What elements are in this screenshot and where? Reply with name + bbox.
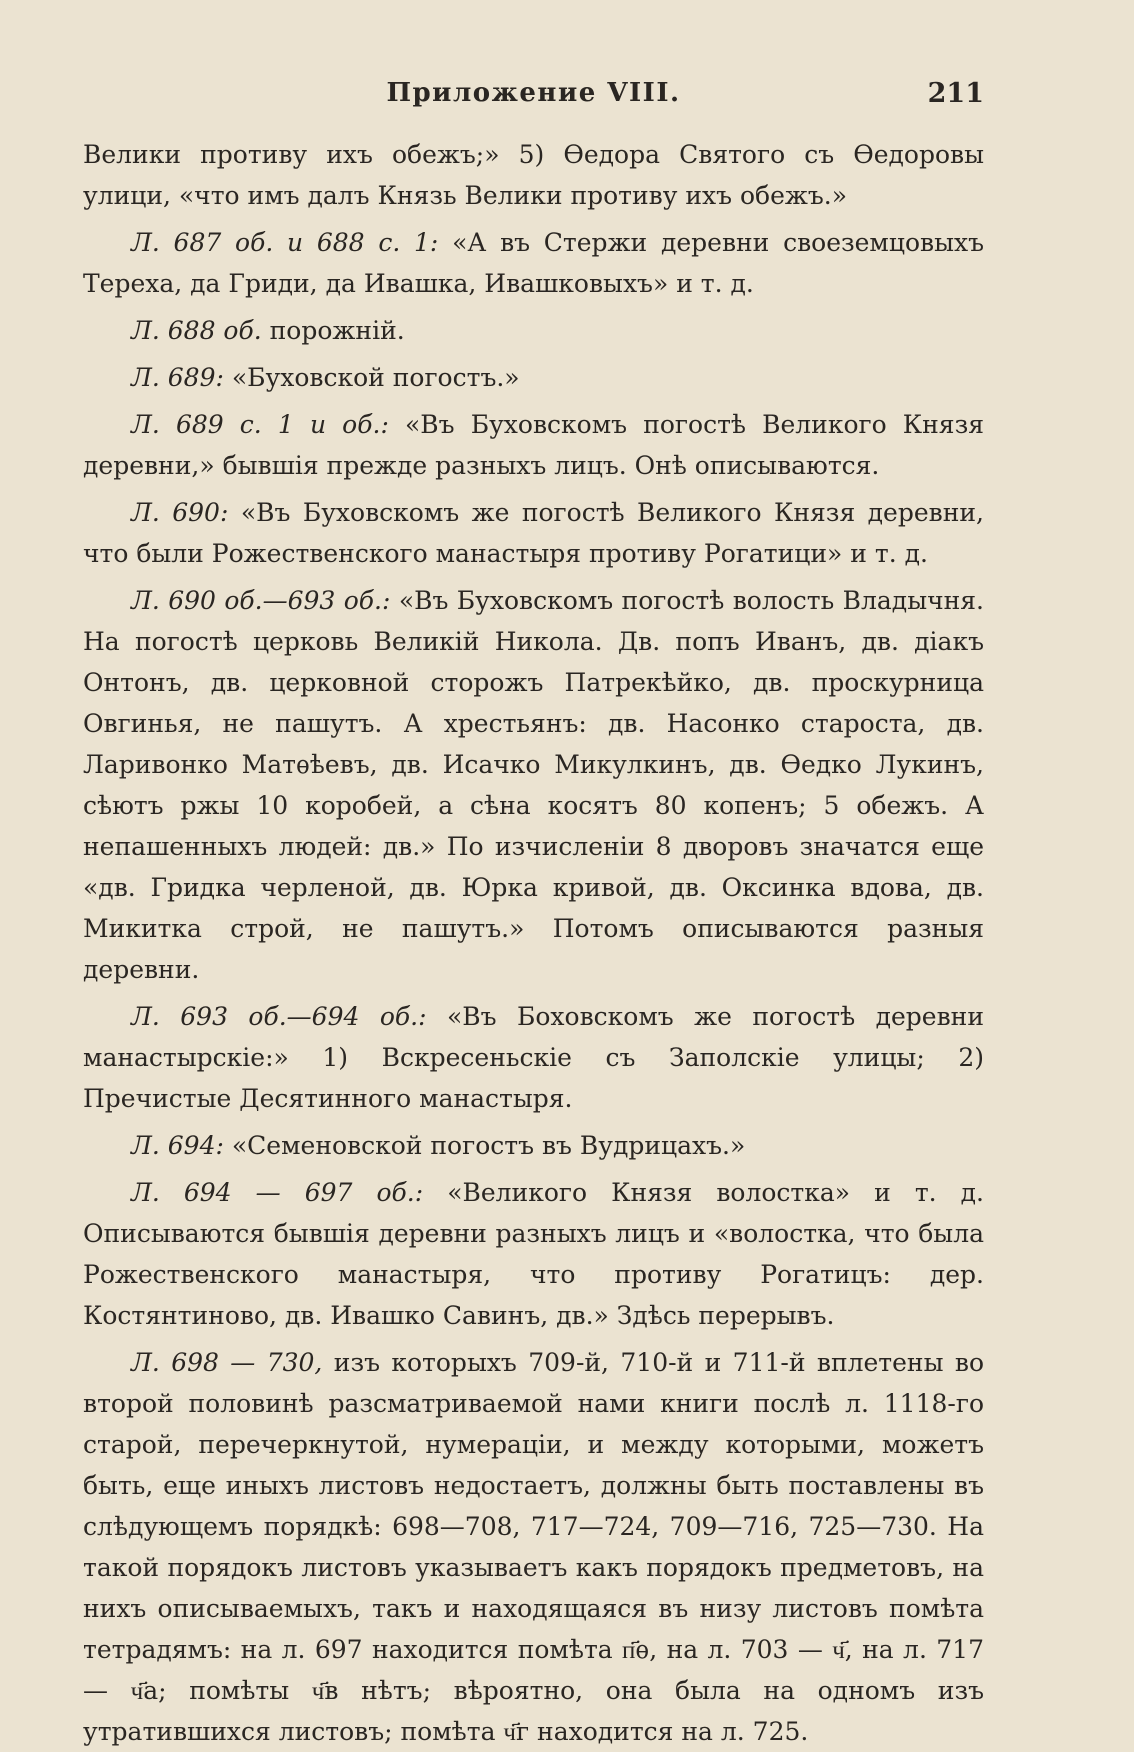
paragraph-0 bbox=[83, 134, 984, 216]
folio-reference: Л. 693 об.—694 об.: bbox=[131, 1002, 427, 1031]
paragraph-3 bbox=[83, 357, 984, 398]
folio-reference: Л. 688 об. bbox=[131, 316, 262, 345]
folio-reference: Л. 690 об.—693 об.: bbox=[131, 586, 391, 615]
folio-reference: Л. 694: bbox=[131, 1131, 224, 1160]
paragraph-8 bbox=[83, 1125, 984, 1166]
folio-reference: Л. 689 с. 1 и об.: bbox=[131, 410, 389, 439]
paragraph-text: «Въ Буховскомъ же погостѣ Великого Князя деревни, что были Рожественского манастыря противу Рогатици» и т. д. bbox=[83, 498, 984, 568]
paragraph-text: «А въ Стержи деревни своеземцовыхъ Тереха, да Гриди, да Ивашка, Ивашковыхъ» и т. д. bbox=[83, 228, 984, 298]
paragraph-text: Велики противу ихъ обежъ;» 5) Ѳедора Святого съ Ѳедоровы улици, «что имъ далъ Князь Велики противу ихъ обежъ.» bbox=[83, 140, 984, 210]
paragraph-2 bbox=[83, 310, 984, 351]
paragraph-text: изъ которыхъ 709-й, 710-й и 711-й вплетены во второй половинѣ разсматриваемой нами книги послѣ л. 1118-го старой, перечеркнутой, нумераціи, и между которыми, можетъ быть, еще иныхъ листовъ недостаетъ, должны быть поставлены въ слѣдующемъ порядкѣ: 698—708, 717—724, 709—716, 725—730. На такой порядокъ листовъ указываетъ какъ порядокъ предметовъ, на нихъ описываемыхъ, такъ и находящаяся въ низу листовъ помѣта тетрадямъ: на л. 697 находится помѣта п҃ѳ, на л. 703 — ч҃, на л. 717 — ч҃а; помѣты ч҃в нѣтъ; вѣроятно, она была на одномъ изъ утратившихся листовъ; помѣта ч҃г находится на л. 725. bbox=[83, 1348, 985, 1746]
paragraph-5 bbox=[83, 492, 984, 574]
paragraph-4 bbox=[83, 404, 984, 486]
paragraph-9 bbox=[83, 1172, 984, 1336]
paragraph-text: «Въ Буховскомъ погостѣ волость Владычня. На погостѣ церковь Великій Никола. Дв. попъ Иванъ, дв. діакъ Онтонъ, дв. церковной сторожъ Патрекѣйко, дв. проскурница Овгинья, не пашутъ. А хрестьянъ: дв. Насонко староста, дв. Ларивонко Матѳѣевъ, дв. Исачко Микулкинъ, дв. Ѳедко Лукинъ, сѣютъ ржы 10 коробей, а сѣна косятъ 80 копенъ; 5 обежъ. А непашенныхъ людей: дв.» По изчисленіи 8 дворовъ значатся еще «дв. Гридка черленой, дв. Юрка кривой, дв. Оксинка вдова, дв. Микитка строй, не пашутъ.» Потомъ описываются разныя деревни. bbox=[83, 586, 984, 984]
folio-reference: Л. 698 — 730, bbox=[131, 1348, 323, 1377]
paragraph-text: «Въ Буховскомъ погостѣ Великого Князя деревни,» бывшія прежде разныхъ лицъ. Онѣ описываются. bbox=[83, 410, 984, 480]
body-text bbox=[83, 134, 984, 1752]
folio-reference: Л. 687 об. и 688 с. 1: bbox=[131, 228, 439, 257]
folio-reference: Л. 694 — 697 об.: bbox=[131, 1178, 424, 1207]
paragraph-text: «Великого Князя волостка» и т. д. Описываются бывшія деревни разныхъ лицъ и «волостка, что была Рожественского манастыря, что противу Рогатицъ: дер. Костянтиново, дв. Ивашко Савинъ, дв.» Здѣсь перерывъ. bbox=[83, 1178, 985, 1330]
paragraph-text: «Семеновской погостъ въ Вудрицахъ.» bbox=[231, 1131, 746, 1160]
paragraph-text: порожній. bbox=[269, 316, 405, 345]
paragraph-1 bbox=[83, 222, 984, 304]
paragraph-text: «Буховской погостъ.» bbox=[231, 363, 520, 392]
folio-reference: Л. 690: bbox=[131, 498, 229, 527]
paragraph-text: «Въ Боховскомъ же погостѣ деревни манастырскіе:» 1) Вскресеньскіе съ Заполскіе улицы; 2) Пречистые Десятинного манастыря. bbox=[83, 1002, 984, 1113]
paragraph-7 bbox=[83, 996, 984, 1119]
page-header bbox=[83, 78, 984, 118]
running-title: Приложение VIII. bbox=[386, 78, 681, 108]
paragraph-10 bbox=[83, 1342, 984, 1752]
page-number: 211 bbox=[927, 78, 984, 109]
folio-reference: Л. 689: bbox=[131, 363, 224, 392]
paragraph-6 bbox=[83, 580, 984, 990]
